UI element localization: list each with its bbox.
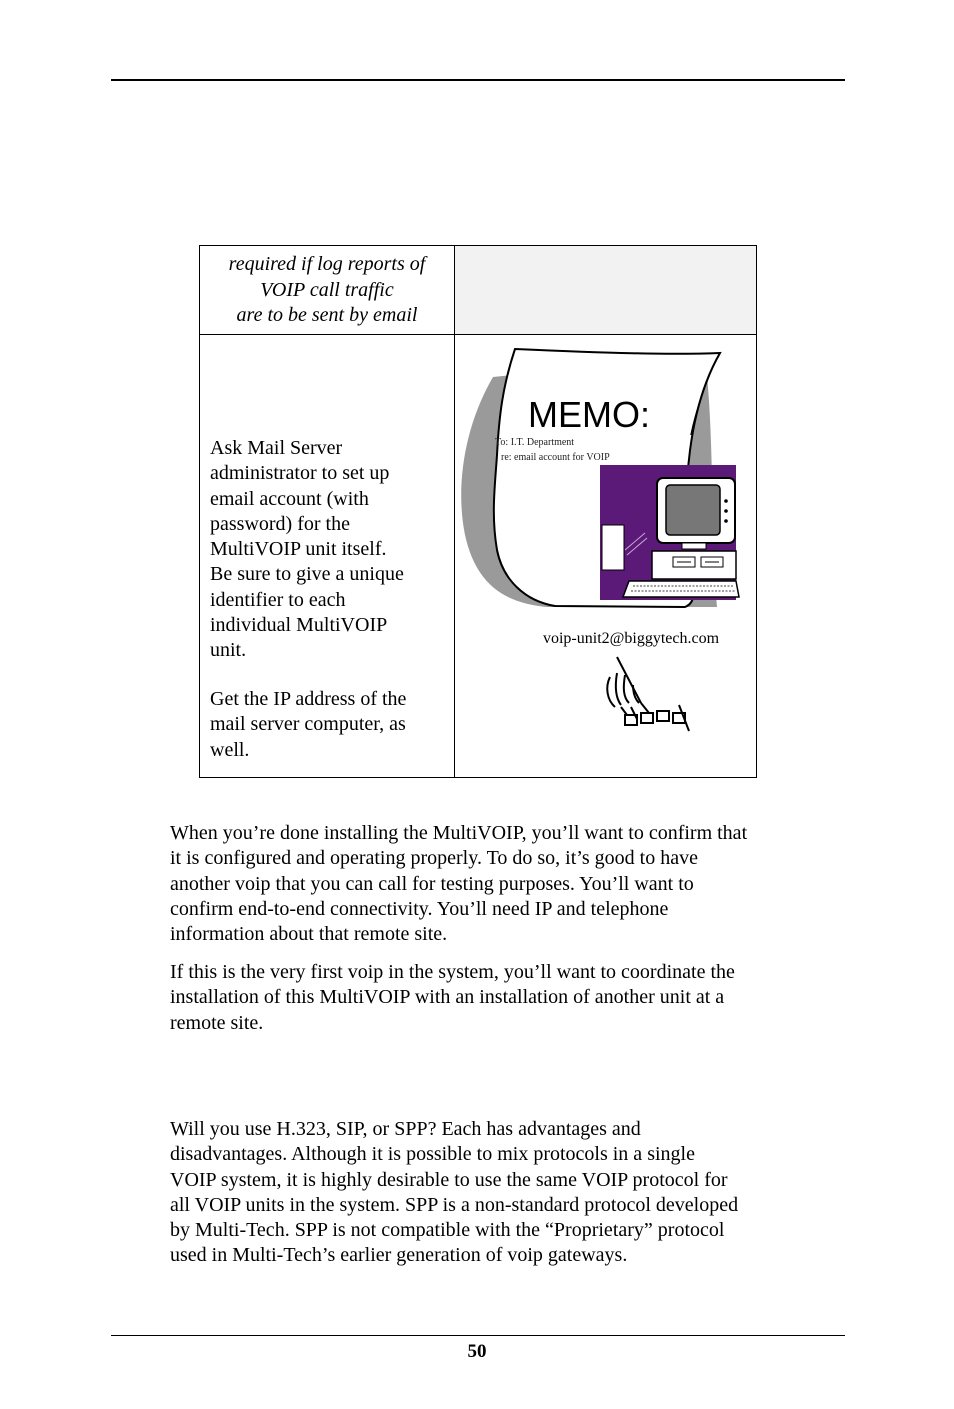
protocol-paragraph: Will you use H.323, SIP, or SPP? Each has advantages and disadvantages. Although it is possible to mix protocols in a single VOIP system, it is highly desirable to use the same VOIP protocol for all VOIP units in the system. SPP is a non-standard protocol developed by Multi-Tech. SPP is not compatible with the “Proprietary” protocol used in Multi-Tech’s earlier generation of voip gateways. [170,1118,739,1267]
keyboard-icon [623,581,739,597]
instructions-cell [200,335,455,777]
note-line: VOIP call traffic [260,278,394,301]
instruction-email-account: Ask Mail Server administrator to set up email account (with password) for the MultiVOIP unit itself. Be sure to give a unique identifier to each individual MultiVOIP unit. [210,437,404,662]
memo-re-line: re: email account for VOIP [501,452,610,463]
email-requirements-table [199,245,757,778]
first-voip-paragraph: If this is the very first voip in the system, you’ll want to coordinate the installation of this MultiVOIP with an installation of another unit at a remote site. [170,961,735,1034]
memo-to-line: To: I.T. Department [495,437,575,448]
instruction-ip-address: Get the IP address of the mail server computer, as well. [210,688,407,761]
memo-illustration-cell [455,335,756,777]
header-rule [111,79,845,81]
footer-rule [111,1335,845,1336]
testing-paragraph: When you’re done installing the MultiVOIP, you’ll want to confirm that it is configured and operating properly. To do so, it’s good to have another voip that you can call for testing purposes. You’ll want to confirm end-to-end connectivity. You’ll need IP and telephone information about that remote site. [170,822,748,946]
memo-illustration [455,335,756,777]
note-line: are to be sent by email [236,304,418,326]
shaded-header-cell [455,246,756,335]
hand-typing-icon [607,657,689,731]
document-icon [602,525,624,570]
requirement-note-cell [200,246,455,335]
note-line: required if log reports of [228,253,426,275]
page-number: 50 [467,1341,487,1362]
memo-title: MEMO: [528,394,650,435]
memo-email-address: voip-unit2@biggytech.com [542,630,720,647]
